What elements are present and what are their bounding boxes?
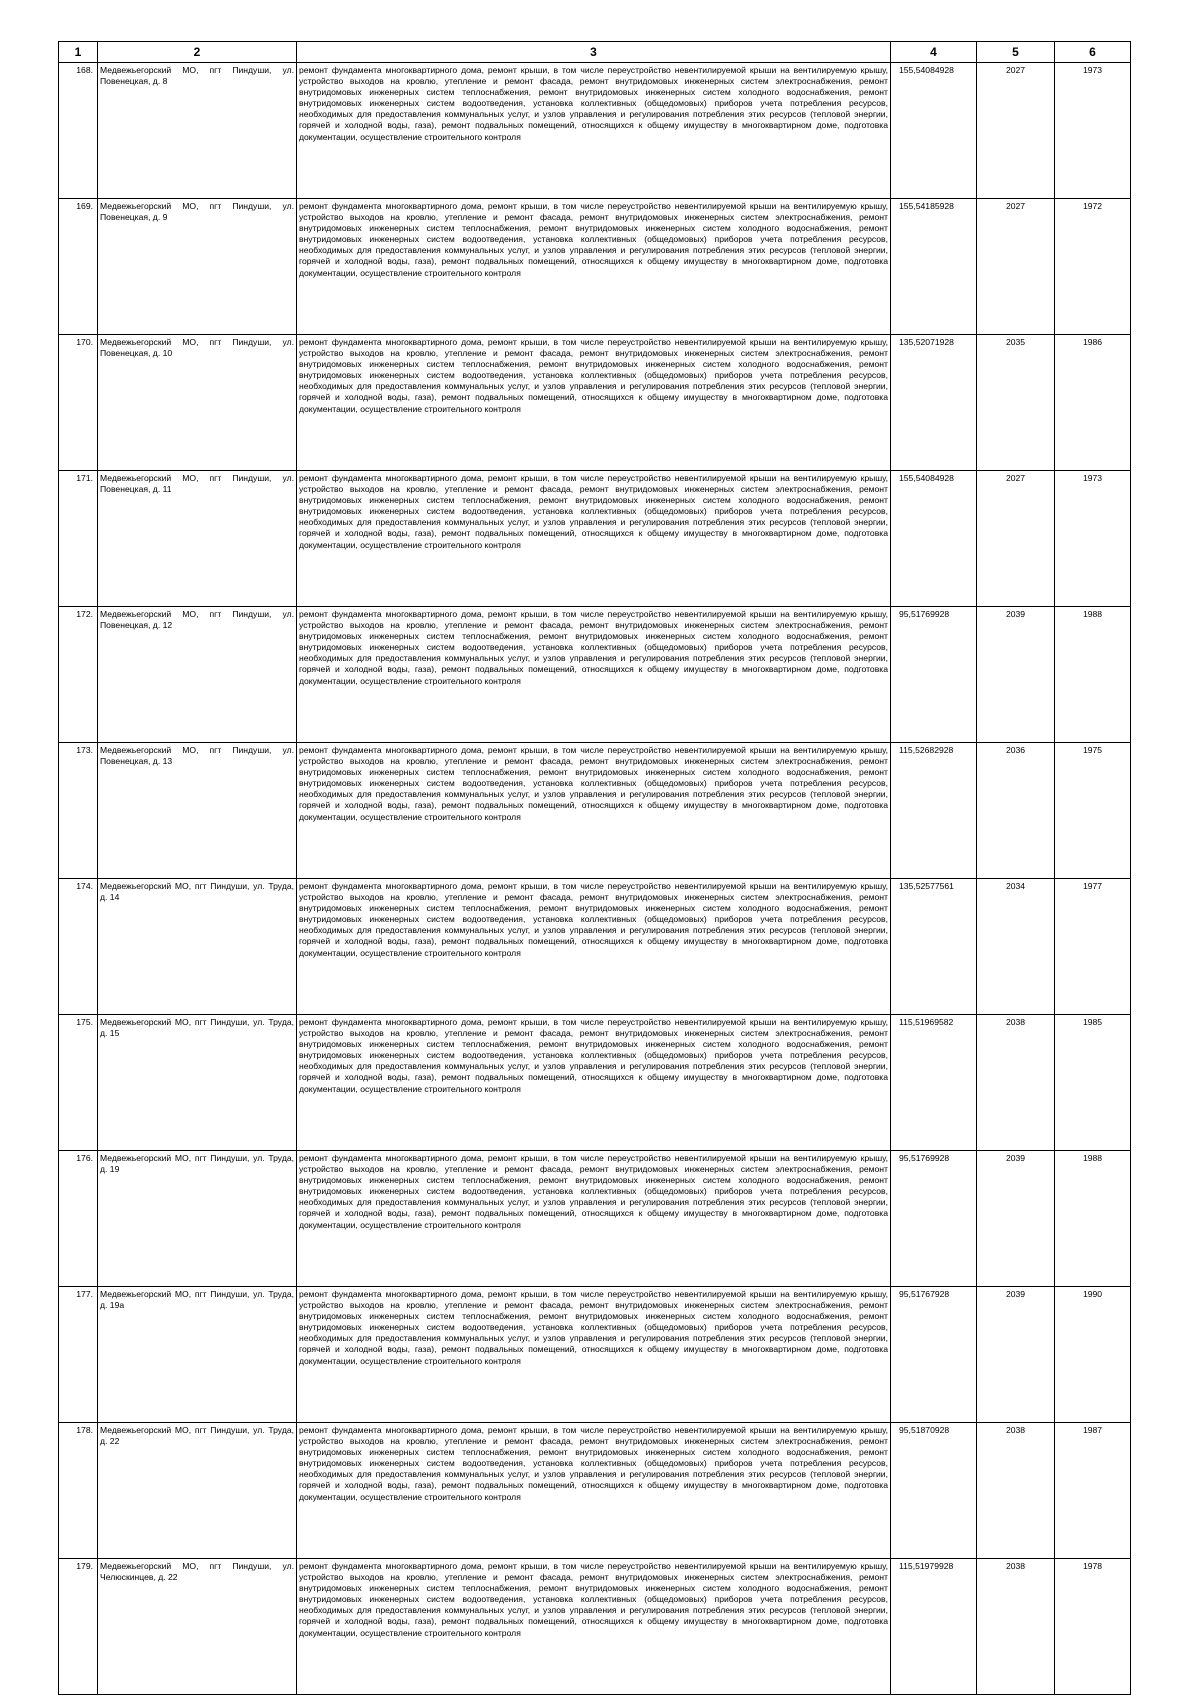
work-description-cell: ремонт фундамента многоквартирного дома, ремонт крыши, в том числе переустройство невентилируемой крыши на вентилируемую крышу, устройство выходов на кровлю, утепление и ремонт фасада, ремонт внутридомовых инженерных систем электроснабжения, ремонт внутридомовых инженерных систем теплоснабжения, ремонт внутридомовых инженерных систем холодного водоснабжения, ремонт внутридомовых инженерных систем водоотведения, установка коллективных (общедомовых) приборов учета потребления ресурсов, необходимых для предоставления коммунальных услуг, и узлов управления и регулирования потребления этих ресурсов (тепловой энергии, горячей и холодной воды, газа), ремонт подвальных помещений, относящихся к общему имуществу в многоквартирном доме, подготовка документации, осуществление строительного контроля: [297, 471, 891, 607]
build-year-cell: 1978: [1055, 1559, 1131, 1695]
work-description-cell: ремонт фундамента многоквартирного дома, ремонт крыши, в том числе переустройство невентилируемой крыши на вентилируемую крышу, устройство выходов на кровлю, утепление и ремонт фасада, ремонт внутридомовых инженерных систем электроснабжения, ремонт внутридомовых инженерных систем теплоснабжения, ремонт внутридомовых инженерных систем холодного водоснабжения, ремонт внутридомовых инженерных систем водоотведения, установка коллективных (общедомовых) приборов учета потребления ресурсов, необходимых для предоставления коммунальных услуг, и узлов управления и регулирования потребления этих ресурсов (тепловой энергии, горячей и холодной воды, газа), ремонт подвальных помещений, относящихся к общему имуществу в многоквартирном доме, подготовка документации, осуществление строительного контроля: [297, 199, 891, 335]
build-year-cell: 1975: [1055, 743, 1131, 879]
cost-cell: 95,51769928: [891, 607, 977, 743]
cost-cell: 135,52577561: [891, 879, 977, 1015]
header-col-1: 1: [59, 42, 98, 63]
work-description-cell: ремонт фундамента многоквартирного дома, ремонт крыши, в том числе переустройство невентилируемой крыши на вентилируемую крышу, устройство выходов на кровлю, утепление и ремонт фасада, ремонт внутридомовых инженерных систем электроснабжения, ремонт внутридомовых инженерных систем теплоснабжения, ремонт внутридомовых инженерных систем холодного водоснабжения, ремонт внутридомовых инженерных систем водоотведения, установка коллективных (общедомовых) приборов учета потребления ресурсов, необходимых для предоставления коммунальных услуг, и узлов управления и регулирования потребления этих ресурсов (тепловой энергии, горячей и холодной воды, газа), ремонт подвальных помещений, относящихся к общему имуществу в многоквартирном доме, подготовка документации, осуществление строительного контроля: [297, 1559, 891, 1695]
table-row: [59, 1559, 1131, 1695]
table-row: [59, 471, 1131, 607]
header-col-2: 2: [98, 42, 297, 63]
table-row: [59, 1287, 1131, 1423]
planned-year-cell: 2027: [977, 63, 1055, 199]
cost-cell: 115,52682928: [891, 743, 977, 879]
address-cell: Медвежьегорский МО, пгт Пиндуши, ул. Труда, д. 15: [98, 1015, 297, 1151]
cost-cell: 95,51870928: [891, 1423, 977, 1559]
address-cell: Медвежьегорский МО, пгт Пиндуши, ул. Повенецкая, д. 10: [98, 335, 297, 471]
row-number: 172.: [59, 607, 98, 743]
build-year-cell: 1973: [1055, 63, 1131, 199]
planned-year-cell: 2027: [977, 471, 1055, 607]
address-cell: Медвежьегорский МО, пгт Пиндуши, ул. Повенецкая, д. 12: [98, 607, 297, 743]
table-header-row: [59, 42, 1131, 63]
planned-year-cell: 2038: [977, 1015, 1055, 1151]
planned-year-cell: 2039: [977, 1287, 1055, 1423]
cost-cell: 115,51969582: [891, 1015, 977, 1151]
work-description-cell: ремонт фундамента многоквартирного дома, ремонт крыши, в том числе переустройство невентилируемой крыши на вентилируемую крышу, устройство выходов на кровлю, утепление и ремонт фасада, ремонт внутридомовых инженерных систем электроснабжения, ремонт внутридомовых инженерных систем теплоснабжения, ремонт внутридомовых инженерных систем холодного водоснабжения, ремонт внутридомовых инженерных систем водоотведения, установка коллективных (общедомовых) приборов учета потребления ресурсов, необходимых для предоставления коммунальных услуг, и узлов управления и регулирования потребления этих ресурсов (тепловой энергии, горячей и холодной воды, газа), ремонт подвальных помещений, относящихся к общему имуществу в многоквартирном доме, подготовка документации, осуществление строительного контроля: [297, 335, 891, 471]
header-col-4: 4: [891, 42, 977, 63]
address-cell: Медвежьегорский МО, пгт Пиндуши, ул. Труда, д. 19: [98, 1151, 297, 1287]
address-cell: Медвежьегорский МО, пгт Пиндуши, ул. Труда, д. 22: [98, 1423, 297, 1559]
build-year-cell: 1972: [1055, 199, 1131, 335]
cost-cell: 155,54185928: [891, 199, 977, 335]
cost-cell: 135,52071928: [891, 335, 977, 471]
table-row: [59, 335, 1131, 471]
table-row: [59, 879, 1131, 1015]
row-number: 168.: [59, 63, 98, 199]
address-cell: Медвежьегорский МО, пгт Пиндуши, ул. Повенецкая, д. 8: [98, 63, 297, 199]
work-description-cell: ремонт фундамента многоквартирного дома, ремонт крыши, в том числе переустройство невентилируемой крыши на вентилируемую крышу, устройство выходов на кровлю, утепление и ремонт фасада, ремонт внутридомовых инженерных систем электроснабжения, ремонт внутридомовых инженерных систем теплоснабжения, ремонт внутридомовых инженерных систем холодного водоснабжения, ремонт внутридомовых инженерных систем водоотведения, установка коллективных (общедомовых) приборов учета потребления ресурсов, необходимых для предоставления коммунальных услуг, и узлов управления и регулирования потребления этих ресурсов (тепловой энергии, горячей и холодной воды, газа), ремонт подвальных помещений, относящихся к общему имуществу в многоквартирном доме, подготовка документации, осуществление строительного контроля: [297, 1423, 891, 1559]
planned-year-cell: 2034: [977, 879, 1055, 1015]
build-year-cell: 1990: [1055, 1287, 1131, 1423]
work-description-cell: ремонт фундамента многоквартирного дома, ремонт крыши, в том числе переустройство невентилируемой крыши на вентилируемую крышу, устройство выходов на кровлю, утепление и ремонт фасада, ремонт внутридомовых инженерных систем электроснабжения, ремонт внутридомовых инженерных систем теплоснабжения, ремонт внутридомовых инженерных систем холодного водоснабжения, ремонт внутридомовых инженерных систем водоотведения, установка коллективных (общедомовых) приборов учета потребления ресурсов, необходимых для предоставления коммунальных услуг, и узлов управления и регулирования потребления этих ресурсов (тепловой энергии, горячей и холодной воды, газа), ремонт подвальных помещений, относящихся к общему имуществу в многоквартирном доме, подготовка документации, осуществление строительного контроля: [297, 1015, 891, 1151]
row-number: 178.: [59, 1423, 98, 1559]
work-description-cell: ремонт фундамента многоквартирного дома, ремонт крыши, в том числе переустройство невентилируемой крыши на вентилируемую крышу, устройство выходов на кровлю, утепление и ремонт фасада, ремонт внутридомовых инженерных систем электроснабжения, ремонт внутридомовых инженерных систем теплоснабжения, ремонт внутридомовых инженерных систем холодного водоснабжения, ремонт внутридомовых инженерных систем водоотведения, установка коллективных (общедомовых) приборов учета потребления ресурсов, необходимых для предоставления коммунальных услуг, и узлов управления и регулирования потребления этих ресурсов (тепловой энергии, горячей и холодной воды, газа), ремонт подвальных помещений, относящихся к общему имуществу в многоквартирном доме, подготовка документации, осуществление строительного контроля: [297, 63, 891, 199]
address-cell: Медвежьегорский МО, пгт Пиндуши, ул. Повенецкая, д. 9: [98, 199, 297, 335]
table-row: [59, 743, 1131, 879]
header-col-6: 6: [1055, 42, 1131, 63]
row-number: 170.: [59, 335, 98, 471]
table-body: [59, 63, 1131, 1695]
cost-cell: 155,54084928: [891, 471, 977, 607]
work-description-cell: ремонт фундамента многоквартирного дома, ремонт крыши, в том числе переустройство невентилируемой крыши на вентилируемую крышу, устройство выходов на кровлю, утепление и ремонт фасада, ремонт внутридомовых инженерных систем электроснабжения, ремонт внутридомовых инженерных систем теплоснабжения, ремонт внутридомовых инженерных систем холодного водоснабжения, ремонт внутридомовых инженерных систем водоотведения, установка коллективных (общедомовых) приборов учета потребления ресурсов, необходимых для предоставления коммунальных услуг, и узлов управления и регулирования потребления этих ресурсов (тепловой энергии, горячей и холодной воды, газа), ремонт подвальных помещений, относящихся к общему имуществу в многоквартирном доме, подготовка документации, осуществление строительного контроля: [297, 1151, 891, 1287]
work-description-cell: ремонт фундамента многоквартирного дома, ремонт крыши, в том числе переустройство невентилируемой крыши на вентилируемую крышу, устройство выходов на кровлю, утепление и ремонт фасада, ремонт внутридомовых инженерных систем электроснабжения, ремонт внутридомовых инженерных систем теплоснабжения, ремонт внутридомовых инженерных систем холодного водоснабжения, ремонт внутридомовых инженерных систем водоотведения, установка коллективных (общедомовых) приборов учета потребления ресурсов, необходимых для предоставления коммунальных услуг, и узлов управления и регулирования потребления этих ресурсов (тепловой энергии, горячей и холодной воды, газа), ремонт подвальных помещений, относящихся к общему имуществу в многоквартирном доме, подготовка документации, осуществление строительного контроля: [297, 743, 891, 879]
row-number: 169.: [59, 199, 98, 335]
planned-year-cell: 2036: [977, 743, 1055, 879]
work-description-cell: ремонт фундамента многоквартирного дома, ремонт крыши, в том числе переустройство невентилируемой крыши на вентилируемую крышу, устройство выходов на кровлю, утепление и ремонт фасада, ремонт внутридомовых инженерных систем электроснабжения, ремонт внутридомовых инженерных систем теплоснабжения, ремонт внутридомовых инженерных систем холодного водоснабжения, ремонт внутридомовых инженерных систем водоотведения, установка коллективных (общедомовых) приборов учета потребления ресурсов, необходимых для предоставления коммунальных услуг, и узлов управления и регулирования потребления этих ресурсов (тепловой энергии, горячей и холодной воды, газа), ремонт подвальных помещений, относящихся к общему имуществу в многоквартирном доме, подготовка документации, осуществление строительного контроля: [297, 879, 891, 1015]
address-cell: Медвежьегорский МО, пгт Пиндуши, ул. Труда, д. 14: [98, 879, 297, 1015]
build-year-cell: 1985: [1055, 1015, 1131, 1151]
row-number: 179.: [59, 1559, 98, 1695]
header-col-5: 5: [977, 42, 1055, 63]
row-number: 176.: [59, 1151, 98, 1287]
address-cell: Медвежьегорский МО, пгт Пиндуши, ул. Повенецкая, д. 13: [98, 743, 297, 879]
capital-repair-table: [58, 41, 1131, 1695]
planned-year-cell: 2039: [977, 1151, 1055, 1287]
row-number: 173.: [59, 743, 98, 879]
planned-year-cell: 2035: [977, 335, 1055, 471]
table-row: [59, 63, 1131, 199]
build-year-cell: 1977: [1055, 879, 1131, 1015]
table-row: [59, 607, 1131, 743]
planned-year-cell: 2039: [977, 607, 1055, 743]
build-year-cell: 1988: [1055, 607, 1131, 743]
cost-cell: 95,51769928: [891, 1151, 977, 1287]
address-cell: Медвежьегорский МО, пгт Пиндуши, ул. Труда, д. 19а: [98, 1287, 297, 1423]
header-col-3: 3: [297, 42, 891, 63]
cost-cell: 115,51979928: [891, 1559, 977, 1695]
work-description-cell: ремонт фундамента многоквартирного дома, ремонт крыши, в том числе переустройство невентилируемой крыши на вентилируемую крышу, устройство выходов на кровлю, утепление и ремонт фасада, ремонт внутридомовых инженерных систем электроснабжения, ремонт внутридомовых инженерных систем теплоснабжения, ремонт внутридомовых инженерных систем холодного водоснабжения, ремонт внутридомовых инженерных систем водоотведения, установка коллективных (общедомовых) приборов учета потребления ресурсов, необходимых для предоставления коммунальных услуг, и узлов управления и регулирования потребления этих ресурсов (тепловой энергии, горячей и холодной воды, газа), ремонт подвальных помещений, относящихся к общему имуществу в многоквартирном доме, подготовка документации, осуществление строительного контроля: [297, 607, 891, 743]
table-row: [59, 1423, 1131, 1559]
table-row: [59, 1015, 1131, 1151]
row-number: 177.: [59, 1287, 98, 1423]
build-year-cell: 1987: [1055, 1423, 1131, 1559]
row-number: 175.: [59, 1015, 98, 1151]
build-year-cell: 1986: [1055, 335, 1131, 471]
build-year-cell: 1988: [1055, 1151, 1131, 1287]
planned-year-cell: 2038: [977, 1559, 1055, 1695]
planned-year-cell: 2027: [977, 199, 1055, 335]
work-description-cell: ремонт фундамента многоквартирного дома, ремонт крыши, в том числе переустройство невентилируемой крыши на вентилируемую крышу, устройство выходов на кровлю, утепление и ремонт фасада, ремонт внутридомовых инженерных систем электроснабжения, ремонт внутридомовых инженерных систем теплоснабжения, ремонт внутридомовых инженерных систем холодного водоснабжения, ремонт внутридомовых инженерных систем водоотведения, установка коллективных (общедомовых) приборов учета потребления ресурсов, необходимых для предоставления коммунальных услуг, и узлов управления и регулирования потребления этих ресурсов (тепловой энергии, горячей и холодной воды, газа), ремонт подвальных помещений, относящихся к общему имуществу в многоквартирном доме, подготовка документации, осуществление строительного контроля: [297, 1287, 891, 1423]
cost-cell: 155,54084928: [891, 63, 977, 199]
table-row: [59, 1151, 1131, 1287]
address-cell: Медвежьегорский МО, пгт Пиндуши, ул. Челюскинцев, д. 22: [98, 1559, 297, 1695]
address-cell: Медвежьегорский МО, пгт Пиндуши, ул. Повенецкая, д. 11: [98, 471, 297, 607]
cost-cell: 95,51767928: [891, 1287, 977, 1423]
build-year-cell: 1973: [1055, 471, 1131, 607]
row-number: 171.: [59, 471, 98, 607]
row-number: 174.: [59, 879, 98, 1015]
table-row: [59, 199, 1131, 335]
planned-year-cell: 2038: [977, 1423, 1055, 1559]
